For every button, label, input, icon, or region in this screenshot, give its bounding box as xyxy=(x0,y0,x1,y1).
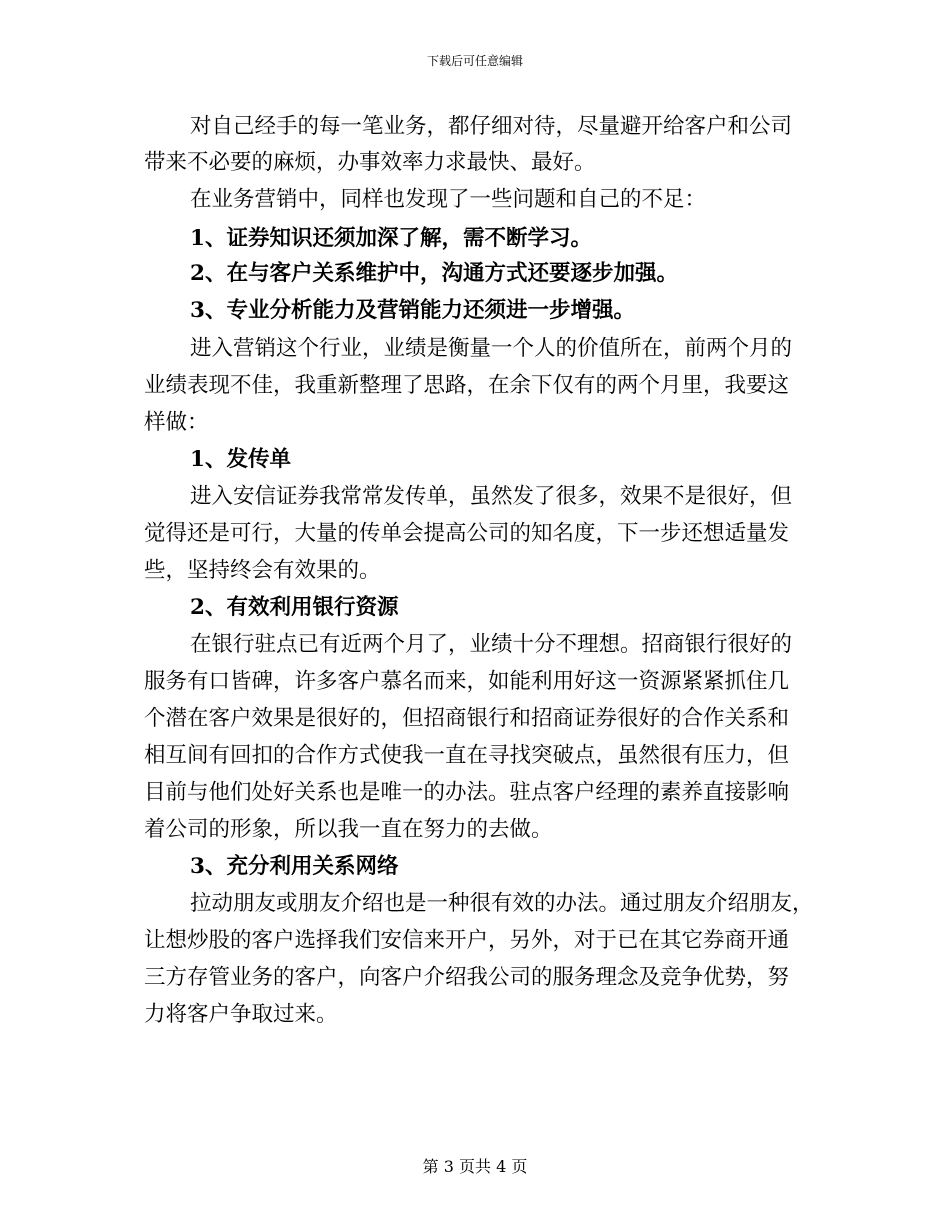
paragraph-line: 业绩表现不佳，我重新整理了思路，在余下仅有的两个月里，我要这 xyxy=(144,373,790,398)
section-heading: 1、发传单 xyxy=(190,447,291,472)
section-heading: 3、充分利用关系网络 xyxy=(190,854,399,879)
paragraph-line: 在业务营销中，同样也发现了一些问题和自己的不足： xyxy=(190,187,707,212)
paragraph-line: 对自己经手的每一笔业务，都仔细对待，尽量避开给客户和公司 xyxy=(190,114,793,139)
paragraph-line: 让想炒股的客户选择我们安信来开户，另外，对于已在其它券商开通 xyxy=(144,928,790,953)
list-item: 2、在与客户关系维护中，沟通方式还要逐步加强。 xyxy=(190,261,678,286)
section-heading: 2、有效利用银行资源 xyxy=(190,595,399,620)
paragraph-line: 在银行驻点已有近两个月了，业绩十分不理想。招商银行很好的 xyxy=(190,632,793,657)
paragraph-line: 带来不必要的麻烦，办事效率力求最快、最好。 xyxy=(144,150,596,175)
paragraph-line: 些，坚持终会有效果的。 xyxy=(144,558,381,583)
paragraph-line: 着公司的形象，所以我一直在努力的去做。 xyxy=(144,817,553,842)
page-footer: 第 3 页共 4 页 xyxy=(422,1157,528,1176)
paragraph-line: 目前与他们处好关系也是唯一的办法。驻点客户经理的素养直接影响 xyxy=(144,780,790,805)
paragraph-line: 进入营销这个行业，业绩是衡量一个人的价值所在，前两个月的 xyxy=(190,336,793,361)
paragraph-line: 觉得还是可行，大量的传单会提高公司的知名度，下一步还想适量发 xyxy=(144,521,790,546)
list-item: 1、证券知识还须加深了解，需不断学习。 xyxy=(190,226,592,251)
list-item: 3、专业分析能力及营销能力还须进一步增强。 xyxy=(190,298,635,323)
paragraph-line: 样做： xyxy=(144,410,209,435)
paragraph-line: 进入安信证券我常常发传单，虽然发了很多，效果不是很好，但 xyxy=(190,484,793,509)
paragraph-line: 服务有口皆碑，许多客户慕名而来，如能利用好这一资源紧紧抓住几 xyxy=(144,669,790,694)
page-header: 下载后可任意编辑 xyxy=(426,54,523,68)
paragraph-line: 力将客户争取过来。 xyxy=(144,1002,338,1027)
paragraph-line: 相互间有回扣的合作方式使我一直在寻找突破点，虽然很有压力，但 xyxy=(144,743,790,768)
paragraph-line: 拉动朋友或朋友介绍也是一种很有效的办法。通过朋友介绍朋友， xyxy=(190,891,814,916)
paragraph-line: 三方存管业务的客户，向客户介绍我公司的服务理念及竞争优势，努 xyxy=(144,965,790,990)
paragraph-line: 个潜在客户效果是很好的，但招商银行和招商证券很好的合作关系和 xyxy=(144,706,790,731)
